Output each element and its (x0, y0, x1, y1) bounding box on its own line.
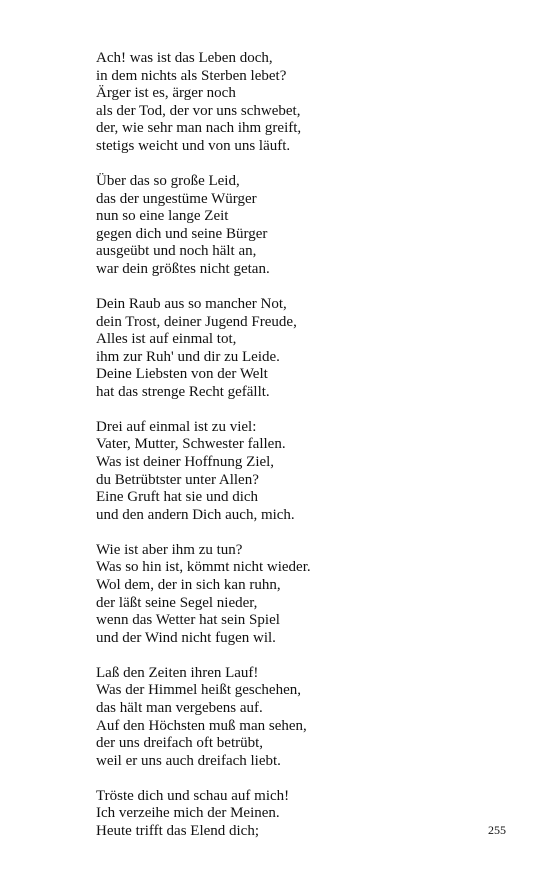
poem-line: war dein größtes nicht getan. (96, 260, 270, 277)
poem-line: du Betrübtster unter Allen? (96, 471, 259, 488)
poem-line: und der Wind nicht fugen wil. (96, 629, 276, 646)
stanza (96, 788, 496, 841)
poem-line: Ach! was ist das Leben doch, (96, 50, 273, 66)
poem-line: stetigs weicht und von uns läuft. (96, 137, 291, 154)
poem-line: Deine Liebsten von der Welt (96, 366, 268, 383)
poem-line: als der Tod, der vor uns schwebet, (96, 102, 301, 119)
poem-text (96, 50, 496, 858)
poem-line: wenn das Wetter hat sein Spiel (96, 612, 280, 629)
stanza (96, 173, 496, 279)
poem-line: Drei auf einmal ist zu viel: (96, 418, 257, 435)
poem-line: Heute trifft das Elend dich; (96, 822, 260, 839)
poem-line: der, wie sehr man nach ihm greift, (96, 120, 302, 137)
page-number: 255 (488, 823, 506, 837)
poem-line: Wol dem, der in sich kan ruhn, (96, 577, 281, 593)
stanza (96, 542, 496, 648)
poem-line: das der ungestüme Würger (96, 190, 257, 207)
poem-line: Auf den Höchsten muß man sehen, (96, 717, 307, 734)
poem-line: ausgeübt und noch hält an, (96, 243, 257, 260)
poem-line: gegen dich und seine Bürger (96, 225, 268, 242)
poem-line: Eine Gruft hat sie und dich (96, 489, 259, 506)
poem-line: Vater, Mutter, Schwester fallen. (96, 436, 286, 453)
poem-line: dein Trost, deiner Jugend Freude, (96, 313, 297, 330)
poem-line: Ich verzeihe mich der Meinen. (96, 805, 280, 822)
poem-line: das hält man vergebens auf. (96, 699, 263, 716)
stanza (96, 665, 496, 771)
poem-line: Was so hin ist, kömmt nicht wieder. (96, 559, 311, 576)
poem-line: Über das so große Leid, (96, 172, 240, 189)
stanza (96, 296, 496, 402)
poem-line: Ärger ist es, ärger noch (96, 85, 236, 102)
poem-line: Laß den Zeiten ihren Lauf! (96, 664, 259, 681)
poem-line: Was ist deiner Hoffnung Ziel, (96, 454, 275, 471)
poem-line: und den andern Dich auch, mich. (96, 506, 295, 523)
stanza (96, 50, 496, 156)
poem-line: Wie ist aber ihm zu tun? (96, 541, 243, 558)
poem-line: in dem nichts als Sterben lebet? (96, 67, 287, 84)
poem-line: Tröste dich und schau auf mich! (96, 787, 290, 804)
poem-line: der uns dreifach oft betrübt, (96, 735, 264, 752)
stanza (96, 419, 496, 525)
poem-line: weil er uns auch dreifach liebt. (96, 752, 281, 769)
poem-line: Alles ist auf einmal tot, (96, 331, 237, 348)
poem-line: Was der Himmel heißt geschehen, (96, 682, 301, 699)
poem-line: hat das strenge Recht gefällt. (96, 383, 270, 400)
poem-line: ihm zur Ruh' und dir zu Leide. (96, 348, 280, 365)
poem-line: der läßt seine Segel nieder, (96, 594, 258, 611)
poem-line: nun so eine lange Zeit (96, 208, 229, 225)
poem-line: Dein Raub aus so mancher Not, (96, 295, 287, 312)
